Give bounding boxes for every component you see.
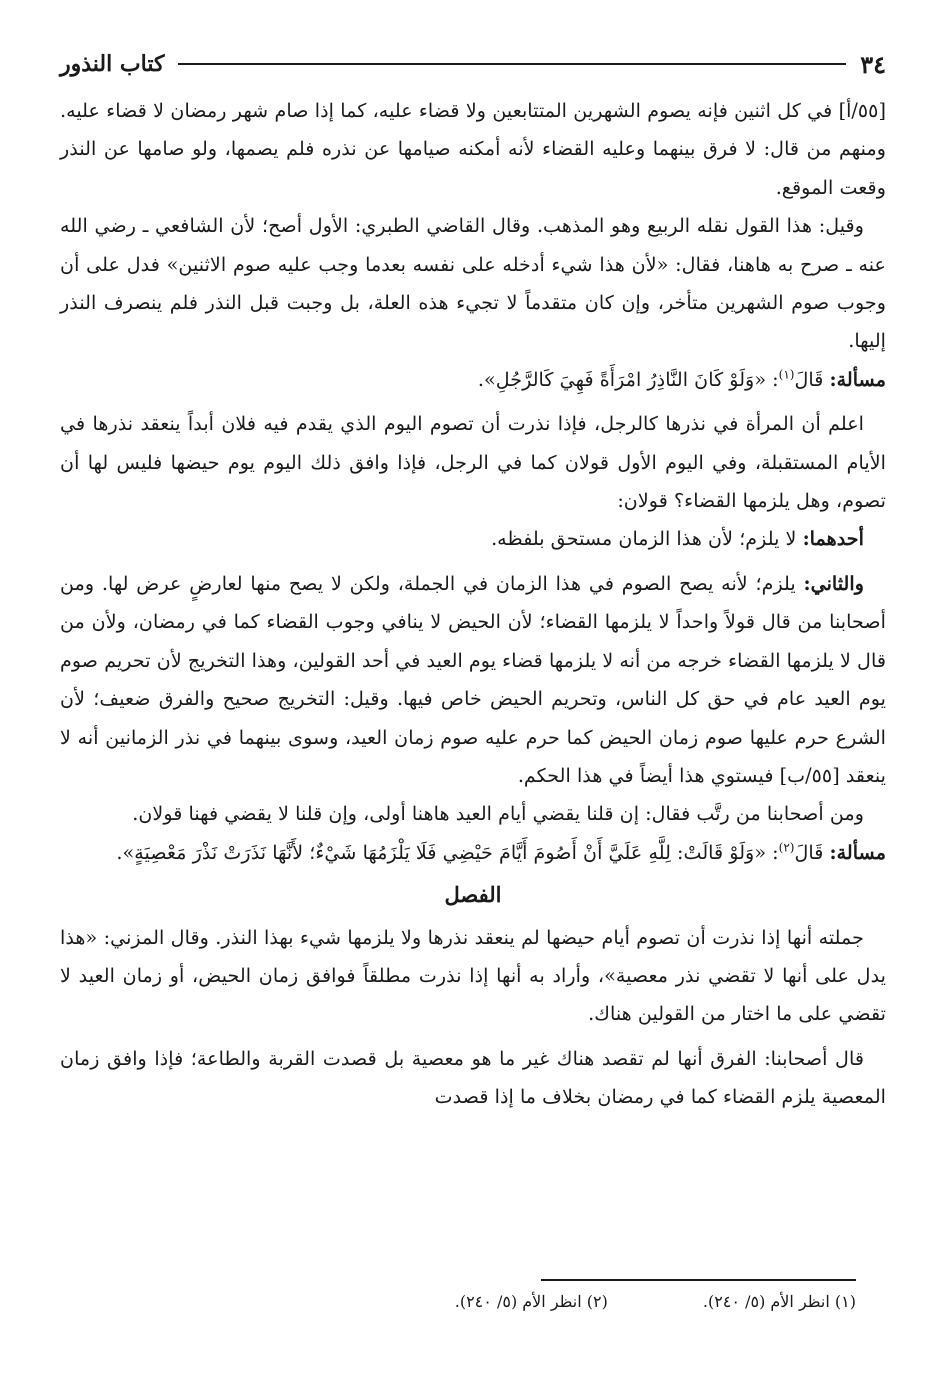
section-heading: الفصل [444,882,502,908]
paragraph-label: والثاني: [803,571,864,595]
footnote-ref: (١) [778,367,795,382]
footnote-text: انظر الأم (٥/ ٢٤٠). [702,1292,830,1311]
footnote-text: انظر الأم (٥/ ٢٤٠). [454,1292,582,1311]
book-title: كتاب النذور [60,51,165,77]
footnotes [60,1292,856,1324]
paragraph-label: أحدهما: [802,527,864,551]
paragraph: [٥٥/أ] في كل اثنين فإنه يصوم الشهرين المتتابعين ولا قضاء عليه، كما إذا صام شهر رمضان لا قضاء عليه. ومنهم من قال: لا فرق بينهما وعليه القضاء لأنه أمكنه صيامها عن نذره فلم يصمها، ولو صامها عن النذر وقعت الموقع. [60,99,886,199]
header-rule [178,63,846,65]
masala-text: : «وَلَوْ كَانَ النَّاذِرُ امْرَأَةً فَهِيَ كَالرَّجُلِ». [477,367,779,391]
paragraph-text: لا يلزم؛ لأن هذا الزمان مستحق بلفظه. [491,527,803,551]
paragraph: جملته أنها إذا نذرت أن تصوم أيام حيضها لم ينعقد نذرها ولا يلزمها شيء بهذا النذر. وقال المزني: «هذا يدل على أنها لا تقضي نذر معصية»، وأراد به أنها إذا نذرت مطلقاً فوافق زمان الحيض، أو زمان العيد لا تقضي على ما اختار من القولين هناك. [60,925,886,1026]
footnote-divider [541,1279,856,1281]
footnote-number: (٢) [586,1292,608,1311]
paragraph: اعلم أن المرأة في نذرها كالرجل، فإذا نذرت أن تصوم اليوم الذي يقدم فيه فلان أبداً ينعقد نذرها في الأيام المستقبلة، وفي اليوم الأول قولان كما في الرجل، فإذا وافق ذلك اليوم يوم حيضها فليس لها أن تصوم، وهل يلزمها القضاء؟ قولان: [60,412,886,513]
masala-intro: قَالَ [794,840,830,864]
masala-text: : «وَلَوْ قَالَتْ: لِلَّهِ عَلَيَّ أَنْ أَصُومَ أَيَّامَ حَيْضِي فَلَا يَلْزَمُهَا شَيْءٌ؛ لأَنَّهَا نَذَرَتْ نَذْرَ مَعْصِيَةٍ». [116,840,779,864]
paragraph: ومن أصحابنا من رتَّب فقال: إن قلنا يقضي أيام العيد هاهنا أولى، وإن قلنا لا يقضي فهنا قولان. [132,802,864,826]
labeled-paragraph [60,520,886,558]
paragraph: وقيل: هذا القول نقله الربيع وهو المذهب. وقال القاضي الطبري: الأول أصح؛ لأن الشافعي ـ رضي الله عنه ـ صرح به هاهنا، فقال: «لأن هذا شيء أدخله على نفسه بعدما وجب عليه صوم الاثنين» فدل على أن وجوب صوم الشهرين متأخر، وإن كان متقدماً لا تجيء هذه العلة، بل وجبت قبل النذر فلم ينصرف النذر إليها. [60,214,886,353]
page-header [60,44,886,84]
footnote [455,1292,608,1324]
masala-label: مسألة: [829,367,886,391]
page-number: ٣٤ [860,49,886,79]
paragraph: قال أصحابنا: الفرق أنها لم تقصد هناك غير ما هو معصية بل قصدت القربة والطاعة؛ فإذا وافق زمان المعصية يلزم القضاء كما في رمضان بخلاف ما إذا قصدت [60,1046,886,1109]
paragraph-text: يلزم؛ لأنه يصح الصوم في هذا الزمان في الجملة، ولكن لا يصح منها لعارضٍ عرض لها. ومن أصحابنا من قال قولاً واحداً لا يلزمها القضاء؛ لأن الحيض لا ينافي وجوب القضاء كما في رمضان، ولأن من قال لا يلزمها القضاء خرجه من أنه لا يلزمها قضاء يوم العيد في أحد القولين، وهذا التخريج لأن تحريم صوم يوم العيد عام في حق كل الناس، وتحريم الحيض خاص فيها. وقيل: التخريج صحيح والفرق ضعيف؛ لأن الشرع حرم عليها صوم زمان الحيض كما حرم عليه صوم زمان العيد، وسوى بينهما في نذر الزمانين أنه لا ينعقد [٥٥/ب] فيستوي هذا أيضاً في هذا الحكم. [60,571,886,787]
page-body [60,92,886,1117]
masala-intro: قَالَ [794,367,830,391]
masala-paragraph [60,834,886,872]
footnote-ref: (٢) [778,840,795,855]
masala-label: مسألة: [829,840,886,864]
footnote [703,1292,856,1324]
masala-paragraph [60,361,886,399]
labeled-paragraph [60,565,886,795]
footnote-number: (١) [834,1292,856,1311]
